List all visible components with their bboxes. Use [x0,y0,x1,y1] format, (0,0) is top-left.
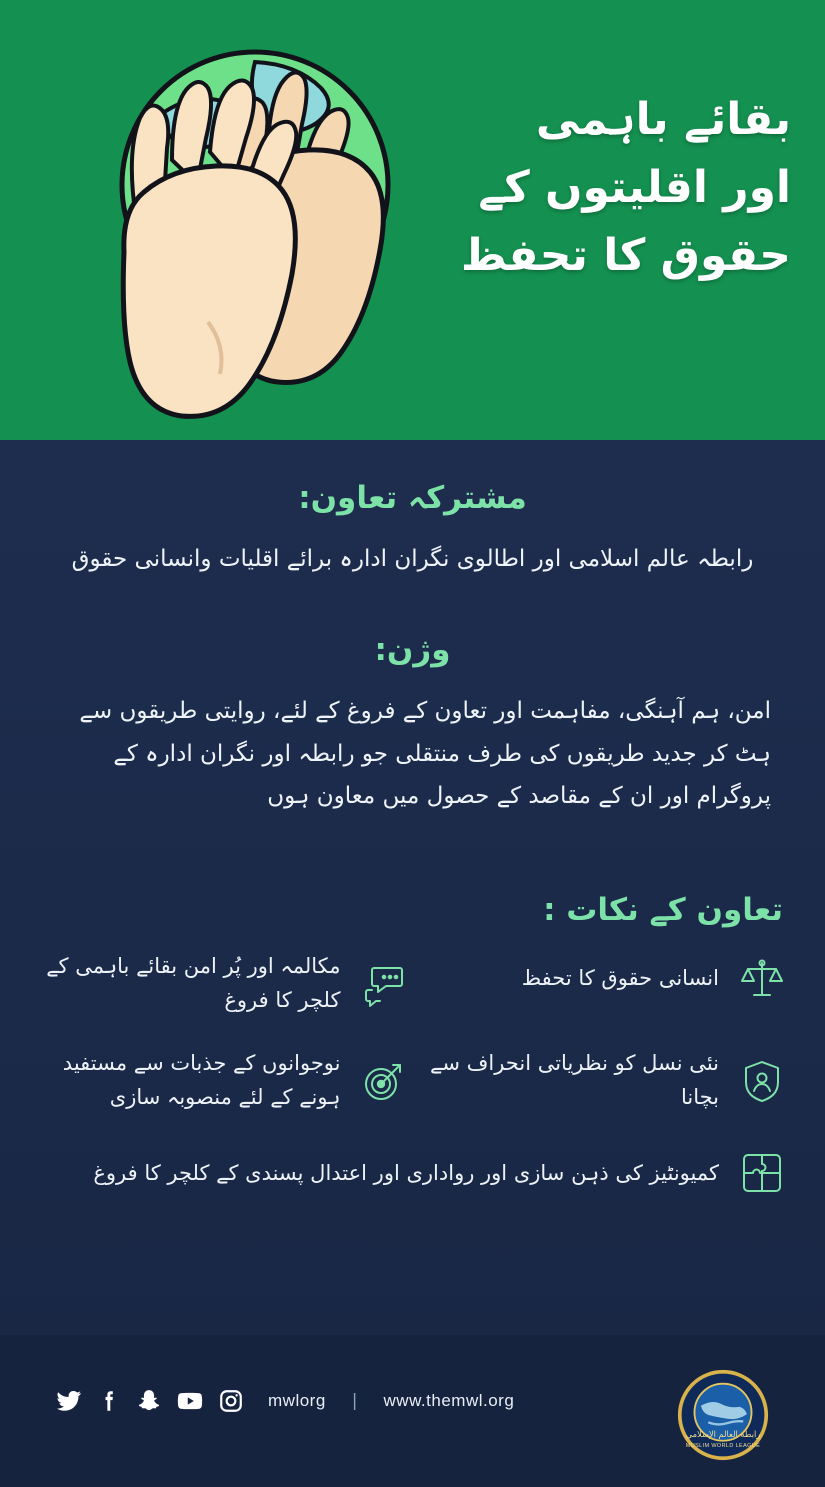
points-list [0,950,825,1232]
footer-separator: | [351,1391,358,1411]
scales-of-justice-icon [733,950,791,1008]
svg-text:رابطة العالم الإسلامي: رابطة العالم الإسلامي [685,1429,761,1440]
puzzle-pieces-icon [733,1144,791,1202]
twitter-icon[interactable] [56,1388,82,1414]
hands-holding-globe-illustration [40,20,470,440]
points-row [0,950,825,1017]
title-line-3: حقوق کا تحفظ [460,230,791,282]
list-item [413,950,825,1008]
youtube-icon[interactable] [176,1387,204,1415]
point-text: کمیونٹیز کی ذہن سازی اور رواداری اور اعتدال پسندی کے کلچر کا فروغ [93,1160,719,1185]
poster-title [431,86,791,291]
facebook-icon[interactable] [96,1388,122,1414]
target-arrow-icon [355,1052,413,1110]
svg-text:MUSLIM WORLD LEAGUE: MUSLIM WORLD LEAGUE [685,1443,761,1450]
muslim-world-league-logo [677,1369,769,1461]
website-url[interactable]: www.themwl.org [383,1391,515,1410]
poster-footer [0,1335,825,1487]
point-text: نئی نسل کو نظریاتی انحراف سے بچانا [430,1051,719,1109]
snapchat-icon[interactable] [136,1388,162,1414]
social-handle: mwlorg [268,1391,326,1410]
vision-text: امن، ہم آہنگی، مفاہمت اور تعاون کے فروغ کے لئے، روایتی طریقوں سے ہٹ کر جدید طریقوں کی طرف منتقلی جو رابطہ اور نگران ادارہ کے پروگرام اور ان کے مقاصد کے حصول میں معاون ہوں [79,698,771,810]
points-row [0,1047,825,1114]
chat-bubbles-icon [355,955,413,1013]
title-line-2: اور اقلیتوں کے [478,162,791,214]
shield-person-icon [733,1052,791,1110]
hero-banner [0,0,825,440]
list-item [0,950,413,1017]
list-item [0,1047,413,1114]
points-row [0,1144,825,1202]
points-heading: تعاون کے نکات : [543,892,783,928]
point-text: نوجوانوں کے جذبات سے مستفید ہونے کے لئے منصوبہ سازی [62,1051,341,1109]
instagram-icon[interactable] [218,1388,244,1414]
point-text: مکالمہ اور پُر امن بقائے باہمی کے کلچر کا فروغ [46,954,341,1012]
vision-heading: وژن: [374,632,451,668]
cooperation-heading: مشترکہ تعاون: [298,480,527,516]
list-item [413,1047,825,1114]
list-item [0,1144,825,1202]
title-line-1: بقائے باہمی [535,94,791,145]
cooperation-text: رابطہ عالم اسلامی اور اطالوی نگران ادارہ برائے اقلیات وانسانی حقوق [71,546,754,572]
point-text: انسانی حقوق کا تحفظ [521,966,719,991]
poster-body [0,440,825,1335]
social-links [56,1387,514,1415]
